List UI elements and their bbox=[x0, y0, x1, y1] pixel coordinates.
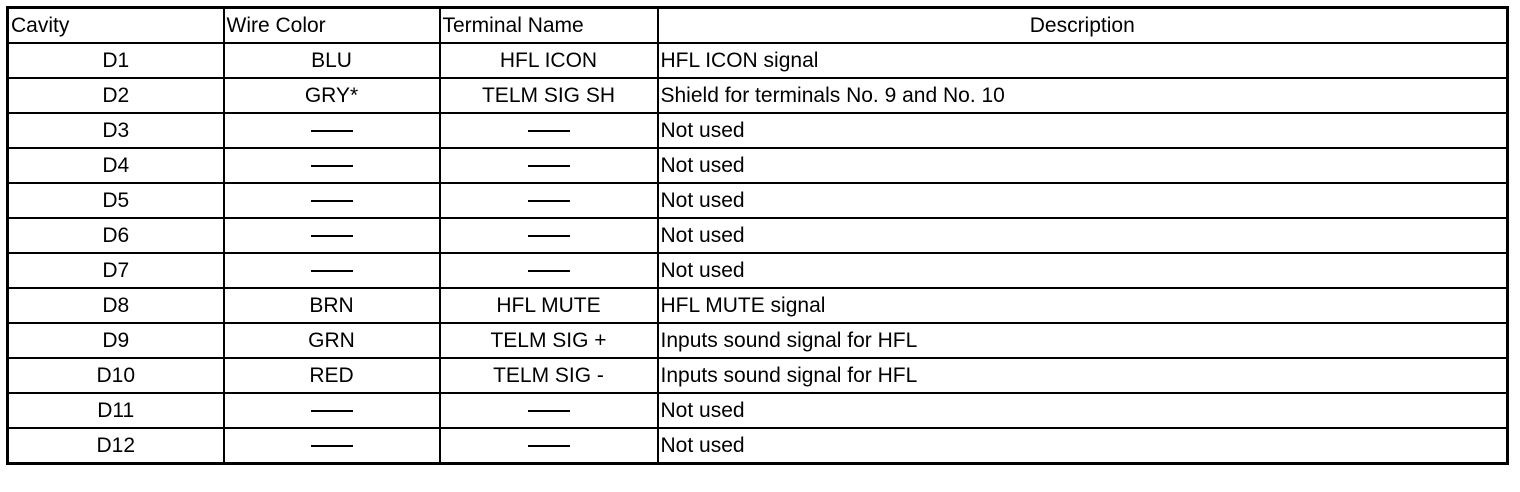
cavity-cell: D10 bbox=[8, 358, 224, 393]
wire-color-cell bbox=[224, 393, 440, 428]
description-cell: HFL ICON signal bbox=[658, 43, 1508, 78]
cavity-cell: D2 bbox=[8, 78, 224, 113]
terminal-name-cell: TELM SIG SH bbox=[440, 78, 658, 113]
terminal-name-cell: HFL ICON bbox=[440, 43, 658, 78]
cavity-cell: D4 bbox=[8, 148, 224, 183]
table-row bbox=[8, 288, 1508, 323]
table-row bbox=[8, 218, 1508, 253]
terminal-name-cell bbox=[440, 393, 658, 428]
empty-dash-icon bbox=[311, 270, 353, 272]
cavity-cell: D6 bbox=[8, 218, 224, 253]
wire-color-cell: GRY* bbox=[224, 78, 440, 113]
cavity-cell: D5 bbox=[8, 183, 224, 218]
description-cell: Inputs sound signal for HFL bbox=[658, 358, 1508, 393]
wire-color-cell bbox=[224, 428, 440, 464]
empty-dash-icon bbox=[528, 410, 570, 412]
terminal-name-cell: TELM SIG - bbox=[440, 358, 658, 393]
header-terminal-name: Terminal Name bbox=[440, 8, 658, 44]
description-cell: Not used bbox=[658, 183, 1508, 218]
description-cell: Not used bbox=[658, 113, 1508, 148]
table-row bbox=[8, 78, 1508, 113]
header-wire-color: Wire Color bbox=[224, 8, 440, 44]
description-cell: Shield for terminals No. 9 and No. 10 bbox=[658, 78, 1508, 113]
terminal-name-cell bbox=[440, 183, 658, 218]
connector-pinout-table-container bbox=[6, 6, 1506, 465]
wire-color-cell bbox=[224, 148, 440, 183]
table-body bbox=[8, 43, 1508, 464]
table-row bbox=[8, 148, 1508, 183]
wire-color-cell: BRN bbox=[224, 288, 440, 323]
header-cavity: Cavity bbox=[8, 8, 224, 44]
connector-pinout-table bbox=[6, 6, 1509, 465]
wire-color-cell: GRN bbox=[224, 323, 440, 358]
table-row bbox=[8, 43, 1508, 78]
table-row bbox=[8, 183, 1508, 218]
empty-dash-icon bbox=[528, 235, 570, 237]
empty-dash-icon bbox=[528, 445, 570, 447]
wire-color-cell bbox=[224, 218, 440, 253]
table-row bbox=[8, 253, 1508, 288]
empty-dash-icon bbox=[528, 200, 570, 202]
header-row bbox=[8, 8, 1508, 44]
wire-color-cell: BLU bbox=[224, 43, 440, 78]
terminal-name-cell bbox=[440, 253, 658, 288]
terminal-name-cell bbox=[440, 113, 658, 148]
cavity-cell: D3 bbox=[8, 113, 224, 148]
description-cell: HFL MUTE signal bbox=[658, 288, 1508, 323]
description-cell: Not used bbox=[658, 428, 1508, 464]
empty-dash-icon bbox=[528, 270, 570, 272]
terminal-name-cell bbox=[440, 428, 658, 464]
description-cell: Inputs sound signal for HFL bbox=[658, 323, 1508, 358]
table-row bbox=[8, 113, 1508, 148]
header-description: Description bbox=[658, 8, 1508, 44]
description-cell: Not used bbox=[658, 218, 1508, 253]
table-row bbox=[8, 323, 1508, 358]
empty-dash-icon bbox=[311, 410, 353, 412]
terminal-name-cell: TELM SIG + bbox=[440, 323, 658, 358]
cavity-cell: D7 bbox=[8, 253, 224, 288]
terminal-name-cell: HFL MUTE bbox=[440, 288, 658, 323]
cavity-cell: D1 bbox=[8, 43, 224, 78]
terminal-name-cell bbox=[440, 148, 658, 183]
wire-color-cell bbox=[224, 113, 440, 148]
cavity-cell: D11 bbox=[8, 393, 224, 428]
description-cell: Not used bbox=[658, 148, 1508, 183]
table-row bbox=[8, 428, 1508, 464]
empty-dash-icon bbox=[311, 235, 353, 237]
description-cell: Not used bbox=[658, 393, 1508, 428]
terminal-name-cell bbox=[440, 218, 658, 253]
table-row bbox=[8, 358, 1508, 393]
empty-dash-icon bbox=[311, 445, 353, 447]
empty-dash-icon bbox=[528, 130, 570, 132]
empty-dash-icon bbox=[311, 130, 353, 132]
empty-dash-icon bbox=[528, 165, 570, 167]
description-cell: Not used bbox=[658, 253, 1508, 288]
table-row bbox=[8, 393, 1508, 428]
cavity-cell: D9 bbox=[8, 323, 224, 358]
cavity-cell: D8 bbox=[8, 288, 224, 323]
empty-dash-icon bbox=[311, 165, 353, 167]
empty-dash-icon bbox=[311, 200, 353, 202]
cavity-cell: D12 bbox=[8, 428, 224, 464]
wire-color-cell: RED bbox=[224, 358, 440, 393]
wire-color-cell bbox=[224, 253, 440, 288]
wire-color-cell bbox=[224, 183, 440, 218]
